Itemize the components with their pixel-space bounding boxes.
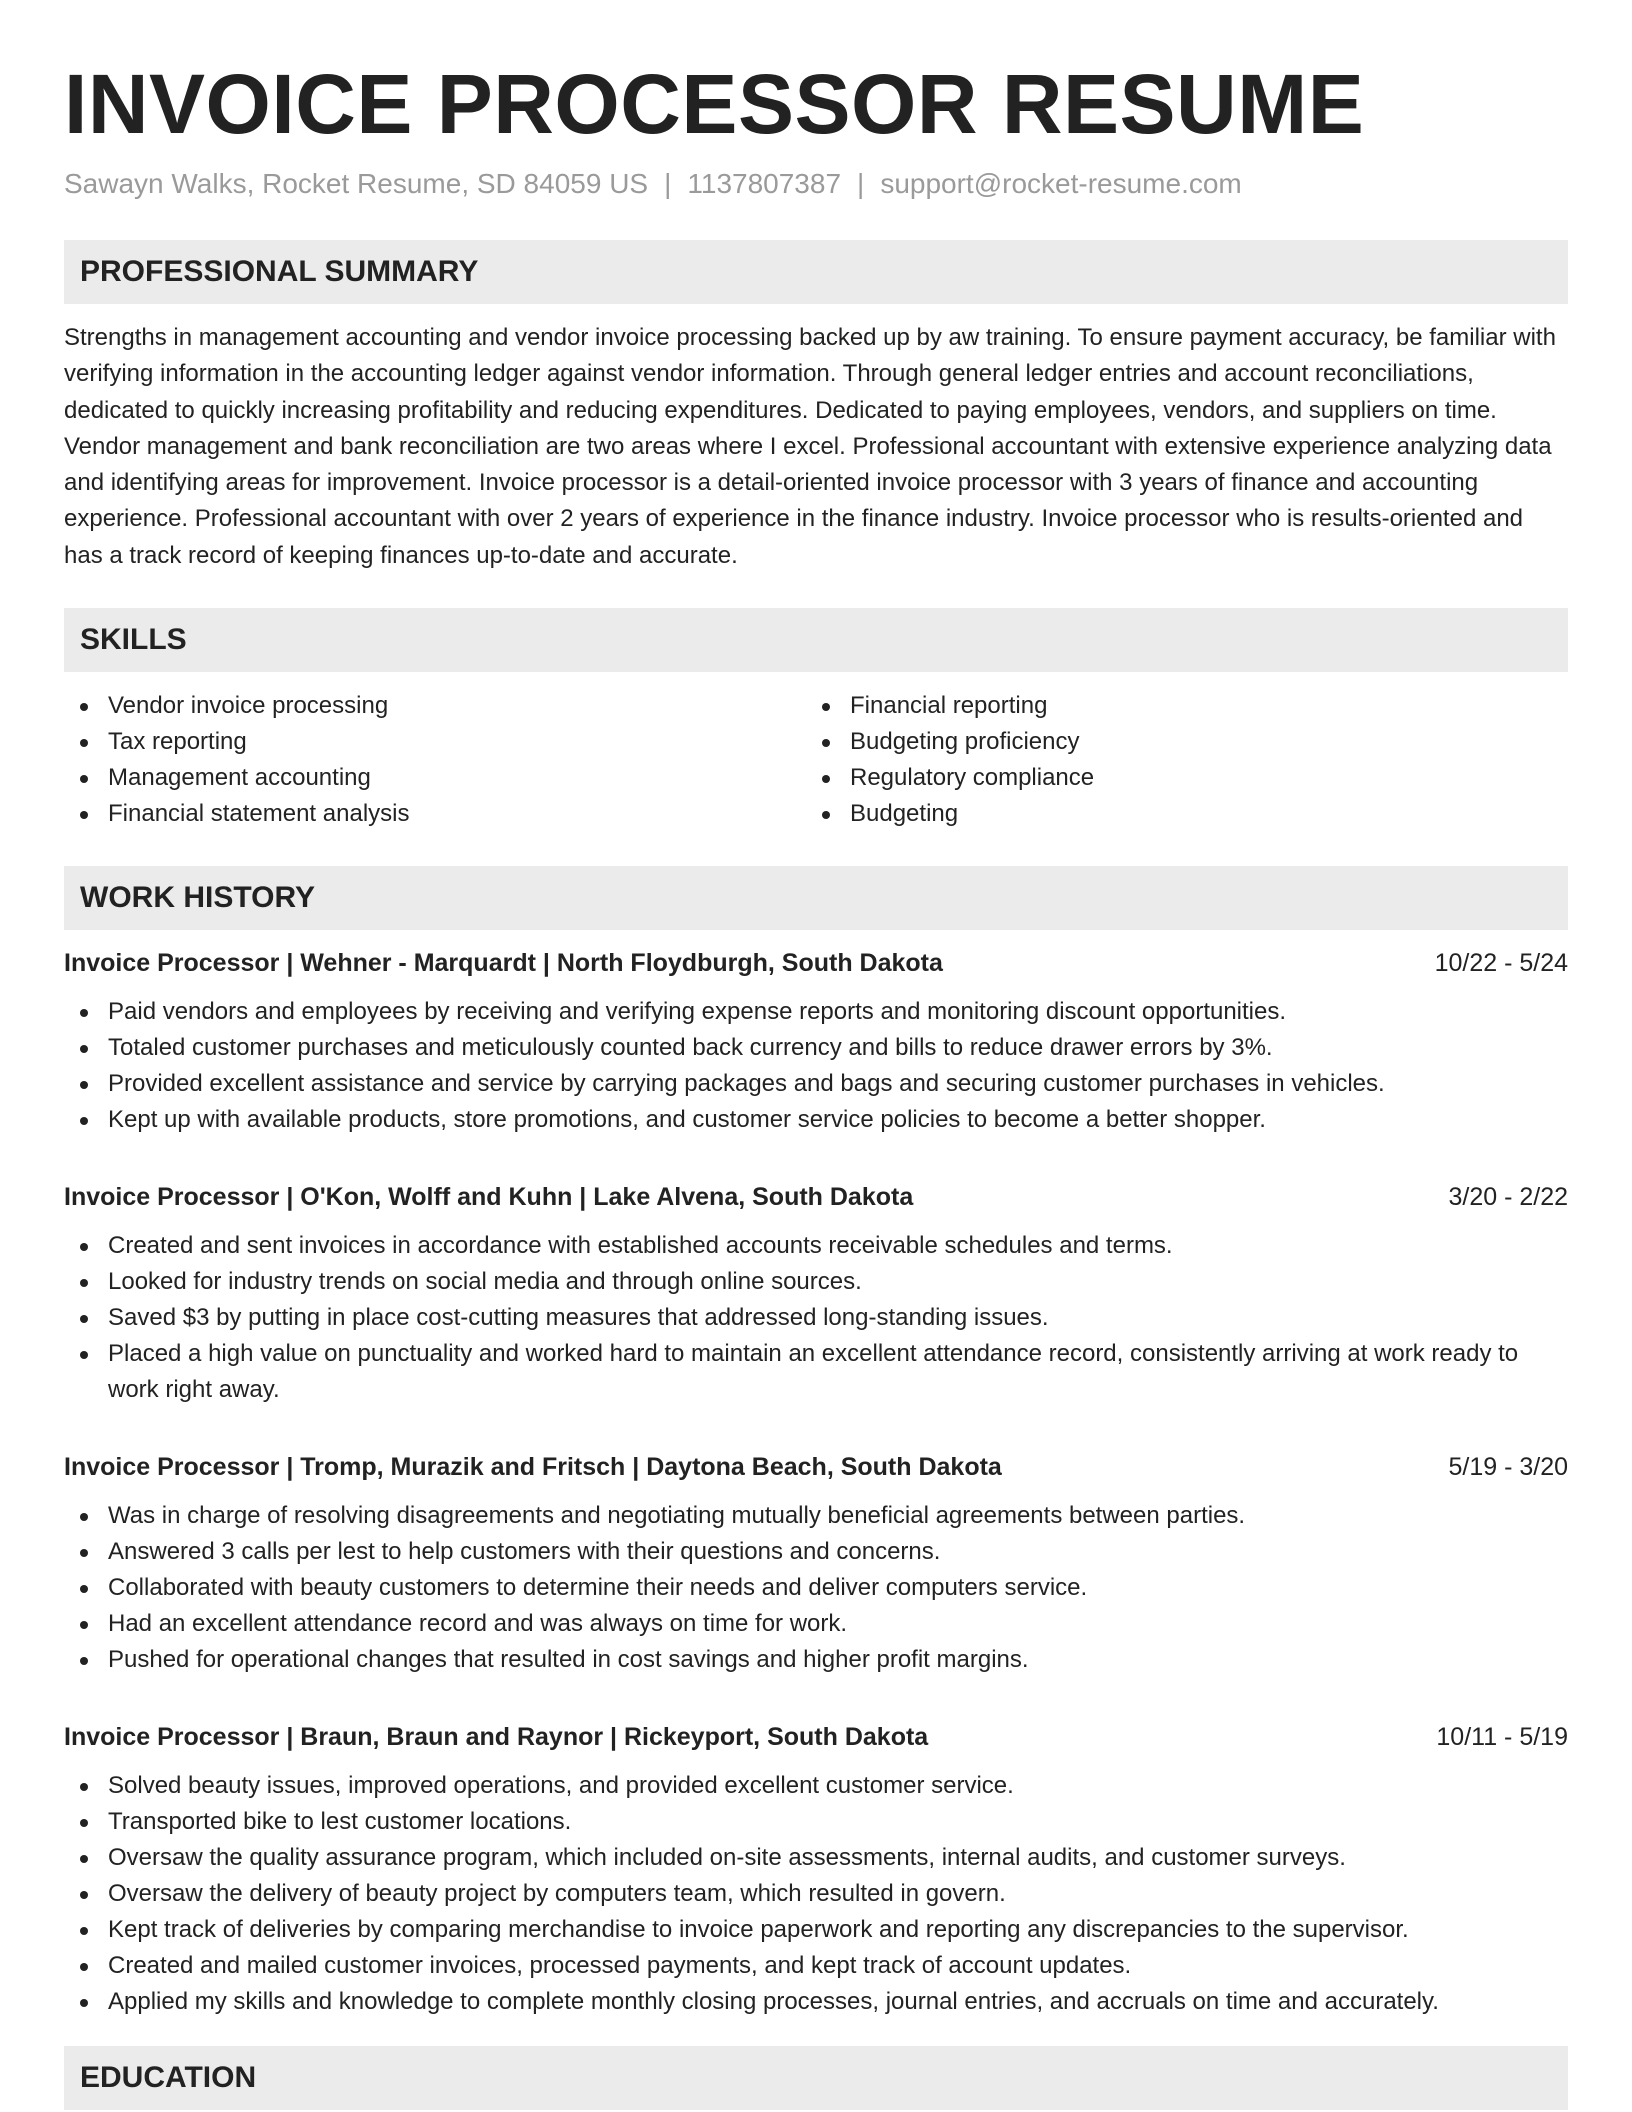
skill-item: Budgeting proficiency [806,724,1548,760]
skills-list [64,688,1568,832]
skill-item: Management accounting [64,760,806,796]
job-bullet: Placed a high value on punctuality and worked hard to maintain an excellent attendance record, consistently arriving at work ready to work right away. [64,1336,1568,1408]
job-bullet: Created and sent invoices in accordance with established accounts receivable schedules and terms. [64,1228,1568,1264]
job-entry [64,1434,1568,1678]
job-bullet: Collaborated with beauty customers to determine their needs and deliver computers service. [64,1570,1568,1606]
section-header-education: EDUCATION [64,2046,1568,2110]
job-bullet: Created and mailed customer invoices, processed payments, and kept track of account updates. [64,1948,1568,1984]
job-header [64,1704,1568,1754]
job-bullets [64,994,1568,1138]
skill-item: Financial statement analysis [64,796,806,832]
job-dates: 10/22 - 5/24 [1434,949,1568,978]
skills-column-right [806,688,1548,832]
job-bullet: Provided excellent assistance and service by carrying packages and bags and securing customer purchases in vehicles. [64,1066,1568,1102]
job-bullet: Oversaw the delivery of beauty project by computers team, which resulted in govern. [64,1876,1568,1912]
job-bullet: Pushed for operational changes that resulted in cost savings and higher profit margins. [64,1642,1568,1678]
section-header-skills: SKILLS [64,608,1568,672]
job-bullet: Kept up with available products, store promotions, and customer service policies to become a better shopper. [64,1102,1568,1138]
contact-email[interactable]: support@rocket-resume.com [880,168,1242,199]
job-header [64,1164,1568,1214]
job-bullet: Had an excellent attendance record and was always on time for work. [64,1606,1568,1642]
skill-item: Tax reporting [64,724,806,760]
job-bullet: Solved beauty issues, improved operations, and provided excellent customer service. [64,1768,1568,1804]
job-dates: 5/19 - 3/20 [1448,1453,1568,1482]
job-bullet: Answered 3 calls per lest to help customers with their questions and concerns. [64,1534,1568,1570]
job-bullet: Kept track of deliveries by comparing merchandise to invoice paperwork and reporting any discrepancies to the supervisor. [64,1912,1568,1948]
job-dates: 10/11 - 5/19 [1436,1723,1568,1752]
job-bullet: Totaled customer purchases and meticulously counted back currency and bills to reduce drawer errors by 3%. [64,1030,1568,1066]
job-entry [64,1704,1568,2020]
skill-item: Budgeting [806,796,1548,832]
skill-item: Financial reporting [806,688,1548,724]
job-bullet: Paid vendors and employees by receiving and verifying expense reports and monitoring discount opportunities. [64,994,1568,1030]
job-bullets [64,1228,1568,1408]
skills-column-left [64,688,806,832]
job-header [64,930,1568,980]
job-bullet: Was in charge of resolving disagreements and negotiating mutually beneficial agreements between parties. [64,1498,1568,1534]
job-bullet: Oversaw the quality assurance program, which included on-site assessments, internal audits, and customer surveys. [64,1840,1568,1876]
job-dates: 3/20 - 2/22 [1448,1183,1568,1212]
job-bullet: Transported bike to lest customer locations. [64,1804,1568,1840]
resume-title: INVOICE PROCESSOR RESUME [64,57,1365,151]
job-entry [64,1164,1568,1408]
job-bullet: Saved $3 by putting in place cost-cutting measures that addressed long-standing issues. [64,1300,1568,1336]
contact-separator: | [857,168,865,199]
job-bullets [64,1498,1568,1678]
job-bullet: Looked for industry trends on social media and through online sources. [64,1264,1568,1300]
section-header-summary: PROFESSIONAL SUMMARY [64,240,1568,304]
job-entry [64,930,1568,1138]
job-bullet: Applied my skills and knowledge to complete monthly closing processes, journal entries, and accruals on time and accurately. [64,1984,1568,2020]
contact-separator: | [664,168,672,199]
contact-address: Sawayn Walks, Rocket Resume, SD 84059 US [64,168,649,199]
job-header [64,1434,1568,1484]
contact-phone: 1137807387 [687,168,842,199]
skill-item: Vendor invoice processing [64,688,806,724]
job-title: Invoice Processor | Braun, Braun and Raynor | Rickeyport, South Dakota [64,1723,929,1752]
section-header-work-history: WORK HISTORY [64,866,1568,930]
job-title: Invoice Processor | Wehner - Marquardt | North Floydburgh, South Dakota [64,949,943,978]
job-title: Invoice Processor | O'Kon, Wolff and Kuhn | Lake Alvena, South Dakota [64,1183,914,1212]
job-title: Invoice Processor | Tromp, Murazik and Fritsch | Daytona Beach, South Dakota [64,1453,1002,1482]
summary-text: Strengths in management accounting and vendor invoice processing backed up by aw training. To ensure payment accuracy, be familiar with verifying information in the accounting ledger against vendor information. Through general ledger entries and account reconciliations, dedicated to quickly increasing profitability and reducing expenditures. Dedicated to paying employees, vendors, and suppliers on time. Vendor management and bank reconciliation are two areas where I excel. Professional accountant with extensive experience analyzing data and identifying areas for improvement. Invoice processor is a detail-oriented invoice processor with 3 years of finance and accounting experience. Professional accountant with over 2 years of experience in the finance industry. Invoice processor who is results-oriented and has a track record of keeping finances up-to-date and accurate. [64,324,1556,569]
contact-line [64,166,1568,202]
resume-page [64,0,1568,2110]
job-bullets [64,1768,1568,2020]
skill-item: Regulatory compliance [806,760,1548,796]
